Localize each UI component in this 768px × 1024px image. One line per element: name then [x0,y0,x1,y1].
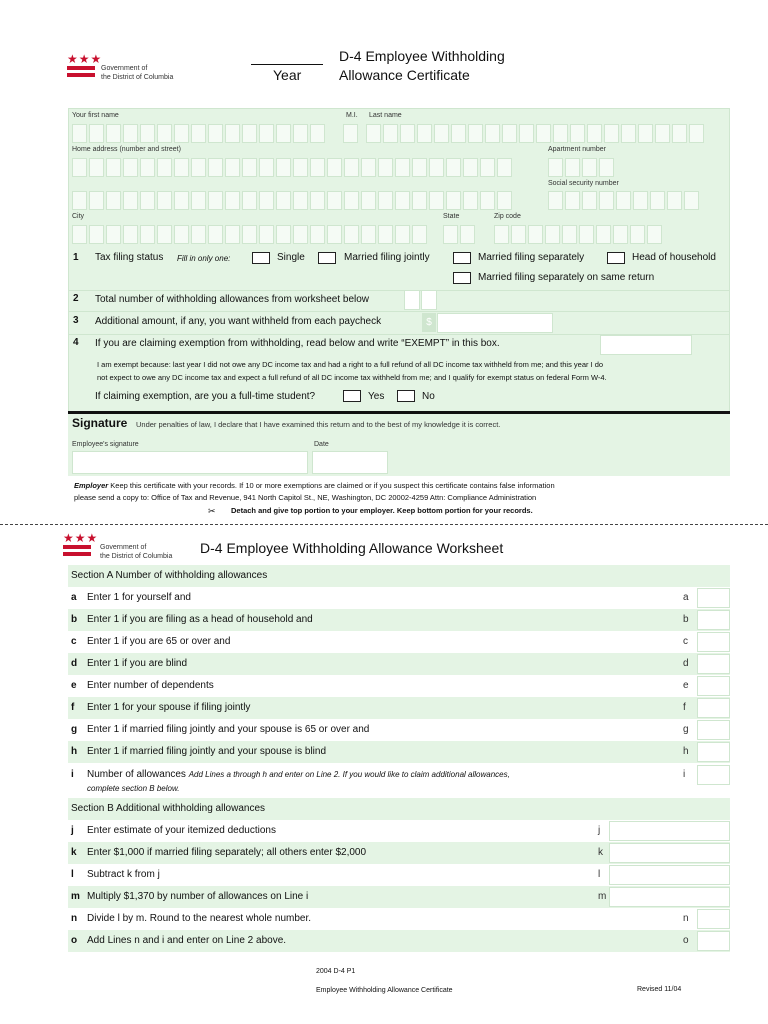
last-name-input[interactable] [366,124,704,143]
line4-number: 4 [73,337,79,348]
employee-signature-input[interactable] [72,451,308,474]
employer-line1: Keep this certificate with your records. If 10 or more exemptions are claimed or if you suspect this certificate contains false information [110,481,555,490]
dc-stars-icon: ★★★ [63,531,99,545]
row-input[interactable] [697,588,730,608]
footer-form-name: Employee Withholding Allowance Certificate [316,987,453,994]
worksheet-row [68,741,730,763]
last-name-label: Last name [369,112,402,119]
row-input[interactable] [609,865,730,885]
row-i-label: Number of allowances [87,769,186,780]
row-letter: b [71,614,78,625]
zip-input[interactable] [494,225,662,244]
state-label: State [443,213,460,220]
row-letter: l [71,869,74,880]
section-b-title: Section B Additional withholding allowances [71,803,266,814]
row-code: g [683,724,689,735]
row-input[interactable] [609,887,730,907]
line3-number: 3 [73,315,79,326]
row-input[interactable] [697,931,730,951]
row-code: m [598,891,607,902]
row-input[interactable] [697,610,730,630]
married-separately-same-return-label: Married filing separately on same return [478,272,655,283]
line2-number: 2 [73,293,79,304]
row-letter: a [71,592,77,603]
student-yes-checkbox[interactable] [343,390,361,402]
line3-label: Additional amount, if any, you want withheld from each paycheck [95,316,382,327]
footer-revised: Revised 11/04 [637,986,682,993]
row-i-input[interactable] [697,765,730,785]
worksheet-row [68,908,730,930]
row-text: Enter 1 for yourself and [87,592,191,603]
signature-title: Signature [72,416,128,430]
row-i-code: i [683,769,686,780]
city-label: City [72,213,85,220]
row-input[interactable] [697,720,730,740]
row-text: Multiply $1,370 by number of allowances on Line i [87,891,309,902]
row-letter: d [71,658,78,669]
row-i-note-2: complete section B below. [87,784,180,793]
row-text: Enter 1 if you are filing as a head of household and [87,614,313,625]
page-title-line2: Allowance Certificate [339,67,470,83]
row-letter: n [71,913,78,924]
apartment-input[interactable] [548,158,614,177]
section-a-header [68,565,730,587]
row-letter: m [71,891,80,902]
row-text: Divide l by m. Round to the nearest whole number. [87,913,312,924]
row-input[interactable] [697,654,730,674]
page-title-line1: D-4 Employee Withholding [339,48,505,64]
row-text: Enter number of dependents [87,680,214,691]
line1-hint: Fill in only one: [177,254,231,263]
worksheet-row [68,697,730,719]
gov-line1: Government of [101,65,148,72]
worksheet-title: D-4 Employee Withholding Allowance Worksheet [200,540,504,556]
exempt-paragraph-1: I am exempt because: last year I did not owe any DC income tax and had a right to a full refund of all DC income tax withheld from me; and this year I do [97,360,604,369]
worksheet-row [68,609,730,631]
employer-line2: please send a copy to: Office of Tax and Revenue, 941 North Capitol St., NE, Washington, DC 20002-4259 Attn: Compliance Administration [74,493,537,502]
gov-line2: the District of Columbia [101,74,174,81]
home-address-label: Home address (number and street) [72,146,181,153]
single-label: Single [277,252,305,263]
row-input[interactable] [609,843,730,863]
dollar-sign: $ [422,313,436,332]
section-b-header [68,798,730,820]
scissors-icon: ✂ [208,506,216,516]
first-name-input[interactable] [72,124,325,143]
row-letter: g [71,724,78,735]
detach-instruction: Detach and give top portion to your employer. Keep bottom portion for your records. [231,506,533,515]
line1-label: Tax filing status [95,252,164,263]
worksheet-row [68,930,730,952]
row-text: Enter 1 if you are 65 or over and [87,636,231,647]
dc-logo [67,54,217,84]
row-input[interactable] [697,742,730,762]
mi-input[interactable] [343,124,358,143]
line2-input-2[interactable] [421,290,437,310]
dc-bars-icon [67,66,95,80]
row-text: Add Lines n and i and enter on Line 2 above. [87,935,287,946]
date-label: Date [314,441,329,448]
dc-stars-icon: ★★★ [67,52,103,66]
worksheet-row [68,864,730,886]
head-of-household-label: Head of household [632,252,716,263]
student-no-label: No [422,391,435,402]
row-input[interactable] [697,632,730,652]
zip-label: Zip code [494,213,521,220]
state-input[interactable] [443,225,475,244]
exempt-paragraph-2: not expect to owe any DC income tax and expect a full refund of all DC income tax withheld from me; and I qualify for exempt status on federal Form W-4. [97,373,607,382]
row-input[interactable] [609,821,730,841]
dc-logo-worksheet [63,533,213,563]
worksheet-row [68,842,730,864]
divider [68,290,730,291]
row-letter: f [71,702,75,713]
row-code: k [598,847,603,858]
year-label: Year [273,67,302,83]
row-code: o [683,935,689,946]
row-code: b [683,614,689,625]
worksheet-row [68,886,730,908]
row-letter: c [71,636,77,647]
head-of-household-checkbox[interactable] [607,252,625,264]
row-letter: e [71,680,77,691]
gov-line2-worksheet: the District of Columbia [100,553,173,560]
gov-line1-worksheet: Government of [100,544,147,551]
section-a-title: Section A Number of withholding allowances [71,570,268,581]
married-jointly-label: Married filing jointly [344,252,430,263]
row-code: a [683,592,689,603]
employer-note-1 [74,480,734,492]
row-text: Enter estimate of your itemized deductions [87,825,276,836]
married-separately-label: Married filing separately [478,252,585,263]
row-code: d [683,658,689,669]
employee-signature-label: Employee's signature [72,441,139,448]
row-code: l [598,869,601,880]
city-input[interactable] [72,225,427,244]
worksheet-row [68,719,730,741]
worksheet-row [68,653,730,675]
employer-bold: Employer [74,481,109,490]
row-text: Subtract k from j [87,869,160,880]
worksheet-row [68,631,730,653]
cut-line [0,524,768,525]
row-code: j [598,825,601,836]
exempt-input[interactable] [600,335,692,355]
row-text: Enter 1 if married filing jointly and your spouse is blind [87,746,327,757]
single-checkbox[interactable] [252,252,270,264]
signature-declaration: Under penalties of law, I declare that I have examined this return and to the best of my knowledge it is correct. [136,420,501,429]
worksheet-row [68,675,730,697]
row-input[interactable] [697,909,730,929]
married-jointly-checkbox[interactable] [318,252,336,264]
row-code: h [683,746,689,757]
row-text: Enter 1 for your spouse if filing jointly [87,702,251,713]
row-letter: j [71,825,74,836]
home-address-input-2[interactable] [72,191,512,210]
home-address-input-1[interactable] [72,158,512,177]
mi-label: M.I. [346,112,358,119]
dc-bars-icon [63,545,91,559]
student-yes-label: Yes [368,391,385,402]
row-code: c [683,636,688,647]
worksheet-row [68,820,730,842]
footer-form-id: 2004 D-4 P1 [316,968,356,975]
line4-label: If you are claiming exemption from withholding, read below and write “EXEMPT” in this box. [95,338,500,349]
married-separately-checkbox[interactable] [453,252,471,264]
row-code: n [683,913,689,924]
divider [68,311,730,312]
row-code: e [683,680,689,691]
row-letter: k [71,847,77,858]
row-i-note-1: Add Lines a through h and enter on Line 2. If you would like to claim additional allowances, [188,770,510,779]
date-input[interactable] [312,451,388,474]
student-no-checkbox[interactable] [397,390,415,402]
row-i-letter: i [71,769,74,780]
ssn-input[interactable] [548,191,699,210]
row-letter: o [71,935,78,946]
line2-input-1[interactable] [404,290,420,310]
row-letter: h [71,746,78,757]
row-text: Enter 1 if married filing jointly and your spouse is 65 or over and [87,724,370,735]
year-line [251,64,323,65]
row-code: f [683,702,686,713]
first-name-label: Your first name [72,112,119,119]
worksheet-row [68,587,730,609]
row-input[interactable] [697,676,730,696]
row-text: Enter 1 if you are blind [87,658,188,669]
row-text: Enter $1,000 if married filing separately; all others enter $2,000 [87,847,367,858]
line2-label: Total number of withholding allowances from worksheet below [95,294,370,305]
apartment-label: Apartment number [548,146,606,153]
line3-amount-input[interactable] [437,313,553,333]
student-question: If claiming exemption, are you a full-time student? [95,391,316,402]
row-input[interactable] [697,698,730,718]
worksheet-row-i [68,763,730,799]
ssn-label: Social security number [548,180,619,187]
married-separately-same-return-checkbox[interactable] [453,272,471,284]
line1-number: 1 [73,252,79,263]
